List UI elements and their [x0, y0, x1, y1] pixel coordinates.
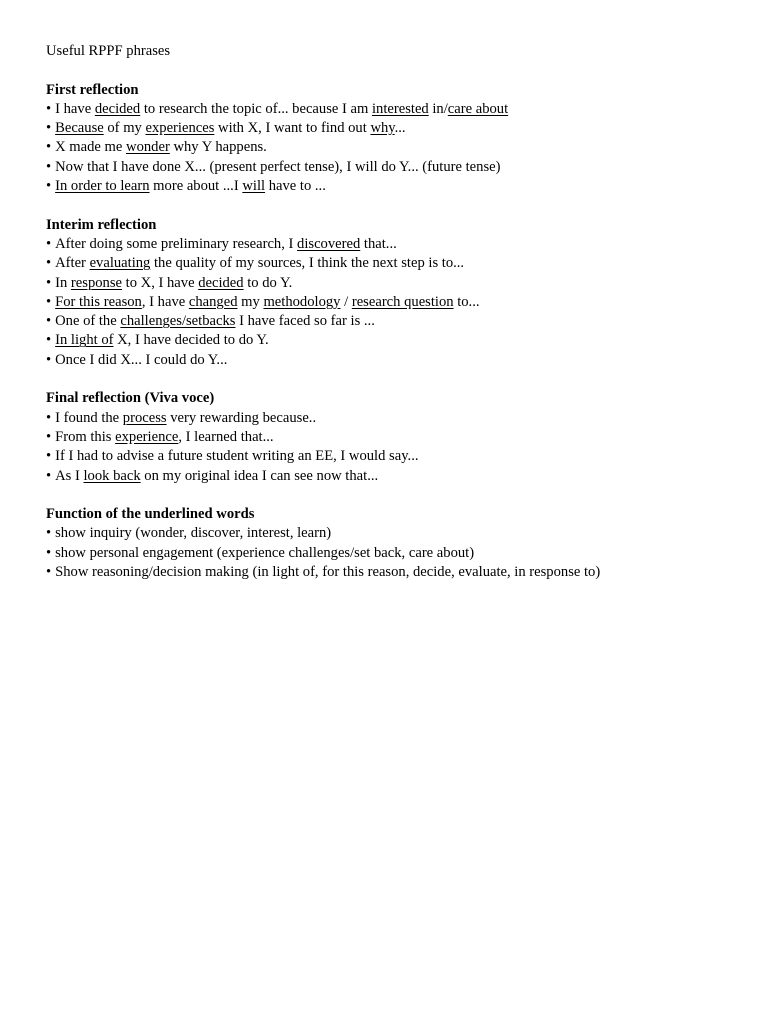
underlined-phrase: why — [370, 120, 395, 137]
text-segment: In — [55, 274, 71, 291]
bullet-list — [46, 409, 746, 486]
underlined-phrase: evaluating — [89, 255, 151, 272]
section — [46, 216, 746, 370]
text-segment: why Y happens. — [169, 139, 267, 156]
bullet-icon: • — [46, 525, 52, 542]
text-segment: If I had to advise a future student writing an EE, I would say... — [55, 448, 419, 465]
list-item — [46, 544, 746, 563]
text-segment: on my original idea I can see now that... — [140, 467, 379, 484]
text-segment: After — [55, 255, 90, 272]
list-item — [46, 293, 746, 312]
bullet-list — [46, 100, 746, 196]
text-segment: X made me — [55, 139, 127, 156]
bullet-icon: • — [46, 178, 52, 195]
section — [46, 505, 746, 582]
text-segment: show inquiry (wonder, discover, interest, learn) — [55, 525, 332, 542]
list-item — [46, 274, 746, 293]
list-item — [46, 235, 746, 254]
text-segment: to research the topic of... because I am — [140, 100, 372, 117]
bullet-icon: • — [46, 293, 52, 310]
section-heading: First reflection — [46, 81, 139, 98]
sections-container — [46, 81, 746, 583]
list-item — [46, 447, 746, 466]
list-item — [46, 467, 746, 486]
text-segment: to X, I have — [122, 274, 199, 291]
underlined-phrase: Because — [55, 120, 104, 137]
bullet-icon: • — [46, 448, 52, 465]
section — [46, 81, 746, 197]
list-item — [46, 351, 746, 370]
section — [46, 389, 746, 485]
bullet-icon: • — [46, 409, 52, 426]
list-item — [46, 138, 746, 157]
bullet-icon: • — [46, 100, 52, 117]
text-segment: with X, I want to find out — [214, 120, 371, 137]
text-segment: Now that I have done X... (present perfect tense), I will do Y... (future tense) — [55, 158, 501, 175]
bullet-icon: • — [46, 467, 52, 484]
text-segment: After doing some preliminary research, I — [55, 235, 298, 252]
section-heading: Final reflection (Viva voce) — [46, 390, 215, 407]
list-item — [46, 409, 746, 428]
underlined-phrase: process — [122, 409, 167, 426]
text-segment: that... — [360, 235, 397, 252]
underlined-phrase: decided — [94, 100, 141, 117]
bullet-list — [46, 235, 746, 370]
text-segment: / — [340, 293, 352, 310]
underlined-phrase: care about — [447, 100, 509, 117]
underlined-phrase: look back — [83, 467, 141, 484]
bullet-icon: • — [46, 332, 52, 349]
text-segment: From this — [55, 428, 116, 445]
bullet-icon: • — [46, 544, 52, 561]
text-segment: my — [237, 293, 264, 310]
text-segment: I have faced so far is ... — [235, 313, 375, 330]
underlined-phrase: will — [242, 178, 266, 195]
list-item — [46, 119, 746, 138]
underlined-phrase: wonder — [126, 139, 170, 156]
bullet-icon: • — [46, 120, 52, 137]
bullet-icon: • — [46, 313, 52, 330]
text-segment: to do Y. — [243, 274, 293, 291]
underlined-phrase: In light of — [55, 332, 114, 349]
text-segment: the quality of my sources, I think the next step is to... — [150, 255, 465, 272]
bullet-icon: • — [46, 139, 52, 156]
document-title: Useful RPPF phrases — [46, 43, 171, 59]
text-segment: As I — [55, 467, 84, 484]
underlined-phrase: discovered — [297, 235, 361, 252]
text-segment: I found the — [55, 409, 123, 426]
bullet-icon: • — [46, 428, 52, 445]
bullet-icon: • — [46, 255, 52, 272]
underlined-phrase: response — [70, 274, 122, 291]
text-segment: of my — [103, 120, 146, 137]
text-segment: in/ — [428, 100, 448, 117]
bullet-list — [46, 524, 746, 582]
text-segment: ... — [394, 120, 406, 137]
section-heading: Interim reflection — [46, 216, 157, 233]
underlined-phrase: methodology — [263, 293, 341, 310]
text-segment: Once I did X... I could do Y... — [55, 351, 228, 368]
text-segment: very rewarding because.. — [166, 409, 317, 426]
list-item — [46, 100, 746, 119]
bullet-icon: • — [46, 235, 52, 252]
section-heading: Function of the underlined words — [46, 506, 255, 523]
text-segment: , I have — [141, 293, 189, 310]
list-item — [46, 428, 746, 447]
underlined-phrase: decided — [198, 274, 244, 291]
text-segment: , I learned that... — [178, 428, 274, 445]
list-item — [46, 524, 746, 543]
list-item — [46, 312, 746, 331]
text-segment: X, I have decided to do Y. — [113, 332, 269, 349]
bullet-icon: • — [46, 274, 52, 291]
text-segment: One of the — [55, 313, 121, 330]
text-segment: I have — [55, 100, 95, 117]
list-item — [46, 158, 746, 177]
text-segment: more about ...I — [149, 178, 243, 195]
text-segment: Show reasoning/decision making (in light of, for this reason, decide, evaluate, in response to) — [55, 564, 601, 581]
underlined-phrase: challenges/setbacks — [120, 313, 236, 330]
list-item — [46, 331, 746, 350]
underlined-phrase: research question — [351, 293, 454, 310]
bullet-icon: • — [46, 351, 52, 368]
bullet-icon: • — [46, 564, 52, 581]
text-segment: to... — [453, 293, 480, 310]
underlined-phrase: interested — [372, 100, 429, 117]
list-item — [46, 254, 746, 273]
underlined-phrase: experiences — [145, 120, 215, 137]
text-segment: show personal engagement (experience challenges/set back, care about) — [55, 544, 475, 561]
list-item — [46, 563, 746, 582]
bullet-icon: • — [46, 158, 52, 175]
underlined-phrase: In order to learn — [55, 178, 150, 195]
list-item — [46, 177, 746, 196]
document-page — [46, 42, 746, 602]
underlined-phrase: For this reason — [55, 293, 142, 310]
underlined-phrase: changed — [188, 293, 238, 310]
underlined-phrase: experience — [115, 428, 179, 445]
text-segment: have to ... — [265, 178, 326, 195]
